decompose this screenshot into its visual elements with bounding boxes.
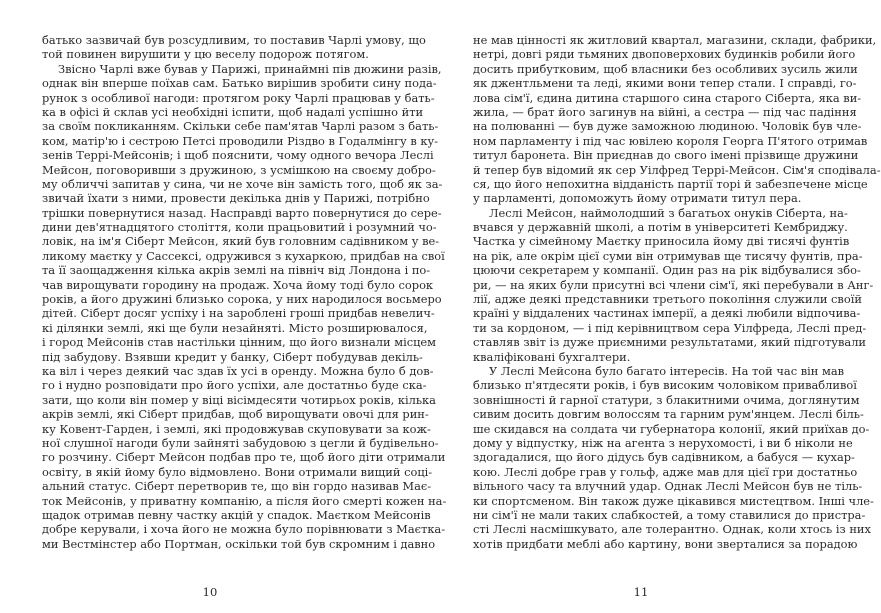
text-line: як джентльмени та леді, якими вони тепер стали. І справді, го- [473, 76, 857, 91]
text-line: Частка у сімейному Маєтку приносила йому дві тисячі фунтів [473, 234, 850, 249]
text-line: ни сім'ї не мали таких слабкостей, а тому ставилися до пристра- [473, 507, 866, 522]
text-line: зовнішності й гарної статури, з блакитними очима, доглянутим [473, 392, 860, 407]
text-line: ком, матір'ю і сестрою Петсі проводили Різдво в Годалмінгу в ку- [42, 133, 439, 148]
text-line: дини дев'ятнадцятого століття, коли працьовитий і розумний чо- [42, 220, 437, 235]
text-line: го і нудно розповідати про його успіхи, але достатньо буде ска- [42, 378, 427, 393]
text-line: ку Ковент-Гарден, і землі, які продовжував скуповувати за кож- [42, 421, 431, 436]
text-line: у парламенті, допоможуть йому отримати титул пера. [473, 191, 802, 206]
text-line: трішки повернутися назад. Насправді варто повернутися до сере- [42, 205, 442, 220]
text-line: хотів придбати меблі або картину, вони зверталися за порадою [473, 536, 858, 551]
text-line: ся, що його непохитна відданість партії торі й забезпечене місце [473, 176, 868, 191]
text-line: та її заощадження кілька акрів землі на північ від Лондона і по- [42, 263, 431, 278]
text-line: ше скидався на солдата чи губернатора колонії, який приїхав до- [473, 421, 870, 436]
left-page-text [42, 33, 447, 551]
text-line: досить прибутковим, щоб власники без особливих зусиль жили [473, 61, 858, 76]
text-line: вчався у державній школі, а потім в університеті Кембриджу. [473, 220, 848, 235]
text-line: кі ділянки землі, які ще були незайняті. Місто розширювалося, [42, 320, 428, 335]
text-line: жила, — брат його загинув на війні, а сестра — під час падіння [473, 104, 857, 119]
text-line: ка віл і через деякий час здав їх усі в оренду. Можна було б дов- [42, 363, 434, 378]
text-line: років, а його дружині близько сорока, у них народилося восьмеро [42, 292, 442, 307]
text-line: за своїм покликанням. Скільки себе пам'ятав Чарлі разом з бать- [42, 119, 439, 134]
text-line: чав вирощувати городину на продаж. Хоча йому тоді було сорок [42, 277, 434, 292]
text-line: У Леслі Мейсона було багато інтересів. На той час він мав [489, 363, 845, 378]
text-line: добре керували, і хоча його не можна було порівнювати з Маєтка- [42, 522, 446, 537]
text-line: країні у віддалених частинах імперії, а деякі любили відпочива- [473, 306, 861, 321]
text-line: акрів землі, які Сіберт придбав, щоб вирощувати овочі для рин- [42, 407, 429, 422]
text-line: ном парламенту і під час ювілею короля Георга П'ятого отримав [473, 133, 868, 148]
text-line: дому у відпустку, ніж на агента з нерухомості, і ви б ніколи не [473, 435, 853, 450]
text-line: нетрі, довгі ряди тьмяних двоповерхових будинків робили його [473, 47, 856, 62]
text-line: вільного часу та влучний удар. Однак Леслі Мейсон був не тіль- [473, 479, 863, 494]
text-line: ної слушної нагоди були зайняті забудовою з цегли й будівельно- [42, 435, 439, 450]
text-line: зенів Террі-Мейсонів; і щоб пояснити, чому одного вечора Леслі [42, 148, 434, 163]
text-line: кваліфіковані бухгалтери. [473, 349, 631, 364]
page-number-left: 10 [202, 585, 218, 599]
text-line: цюючи секретарем у компанії. Один раз на рік відбувалися збо- [473, 263, 861, 278]
text-line: ликому маєтку у Сассексі, одружився з кухаркою, придбав на свої [42, 248, 445, 263]
text-line: щадок отримав певну частку акцій у спадок. Маєтком Мейсонів [42, 507, 431, 522]
text-line: ми Вестмінстер або Портман, оскільки той був скромним і давно [42, 536, 436, 551]
text-line: ловік, на ім'я Сіберт Мейсон, який був головним садівником у ве- [42, 234, 440, 249]
text-line: Леслі Мейсон, наймолодший з багатьох онуків Сіберта, на- [489, 205, 848, 220]
text-line: на полюванні — був дуже заможною людиною. Чоловік був чле- [473, 119, 862, 134]
text-line: здогадалися, що його дідусь був садівником, а бабуся — кухар- [473, 450, 855, 465]
text-line: ти за кордоном, — і під керівництвом сера Уілфреда, Леслі пред- [473, 320, 867, 335]
text-line: звичай їхати з ними, провести декілька днів у Парижі, потрібно [42, 191, 430, 206]
text-line: лова сім'ї, єдина дитина старшого сина старого Сіберта, яка ви- [473, 90, 862, 105]
page-number-right: 11 [633, 585, 649, 599]
text-line: альний статус. Сіберт перетворив те, що він гордо називав Має- [42, 479, 432, 494]
text-line: дітей. Сіберт досяг успіху і на зароблені гроші придбав невелич- [42, 306, 435, 321]
text-line: ри, — на яких були присутні всі члени сім'ї, які перебували в Анг- [473, 277, 874, 292]
text-line: й тепер був відомий як сер Уілфред Террі-Мейсон. Сім'я сподівала- [473, 162, 881, 177]
text-line: і город Мейсонів став настільки цінним, що його визнали місцем [42, 335, 437, 350]
text-line: ставляв звіт із дуже приємними результатами, який підготували [473, 335, 867, 350]
text-line: близько п'ятдесяти років, і був високим чоловіком привабливої [473, 378, 857, 393]
text-line: не мав цінності як житловий квартал, магазини, склади, фабрики, [473, 33, 877, 47]
text-line: під забудову. Взявши кредит у банку, Сіберт побудував декіль- [42, 349, 423, 364]
text-line: Мейсон, поговоривши з дружиною, з усмішкою на своєму добро- [42, 162, 436, 177]
text-line: зати, що коли він помер у віці вісімдесяти чотирьох років, кілька [42, 392, 436, 407]
text-line: Звісно Чарлі вже бував у Парижі, принаймні пів дюжини разів, [58, 61, 442, 76]
text-line: освіту, в якій йому було відмовлено. Вони отримали вищий соці- [42, 464, 433, 479]
text-line: кою. Леслі добре грав у гольф, адже мав для цієї гри достатньо [473, 464, 858, 479]
text-line: батько зазвичай був розсудливим, то поставив Чарлі умову, що [42, 33, 426, 47]
text-line: ка в офісі й склав усі необхідні іспити, щоб надалі успішно йти [42, 104, 424, 119]
text-line: сивим досить довгим волоссям та гарним рум'янцем. Леслі біль- [473, 407, 864, 422]
text-line: му обличчі запитав у сина, чи не хоче він замість того, щоб як за- [42, 176, 443, 191]
text-line: той повинен вирушити у цю веселу подорож потягом. [42, 47, 369, 62]
text-line: го розчину. Сіберт Мейсон подбав про те, щоб його діти отримали [42, 450, 446, 465]
text-line: титул баронета. Він приєднав до свого імені прізвище дружини [473, 148, 859, 163]
text-line: однак він вперше поїхав сам. Батько вирішив зробити сину пода- [42, 76, 437, 91]
right-page-text [473, 33, 881, 551]
text-line: на рік, але окрім цієї суми він отримував ще тисячу фунтів, пра- [473, 248, 863, 263]
text-line: лії, адже деякі представники третього покоління служили своїй [473, 292, 862, 307]
text-line: ки спортсменом. Він також дуже цікавився мистецтвом. Інші чле- [473, 493, 874, 508]
text-line: рунок з особливої нагоди: протягом року Чарлі працював у бать- [42, 90, 435, 105]
text-line: ток Мейсонів, у приватну компанію, а після його смерті кожен на- [42, 493, 447, 508]
text-line: сті Леслі насмішкувато, але толерантно. Однак, коли хтось із них [473, 522, 871, 537]
